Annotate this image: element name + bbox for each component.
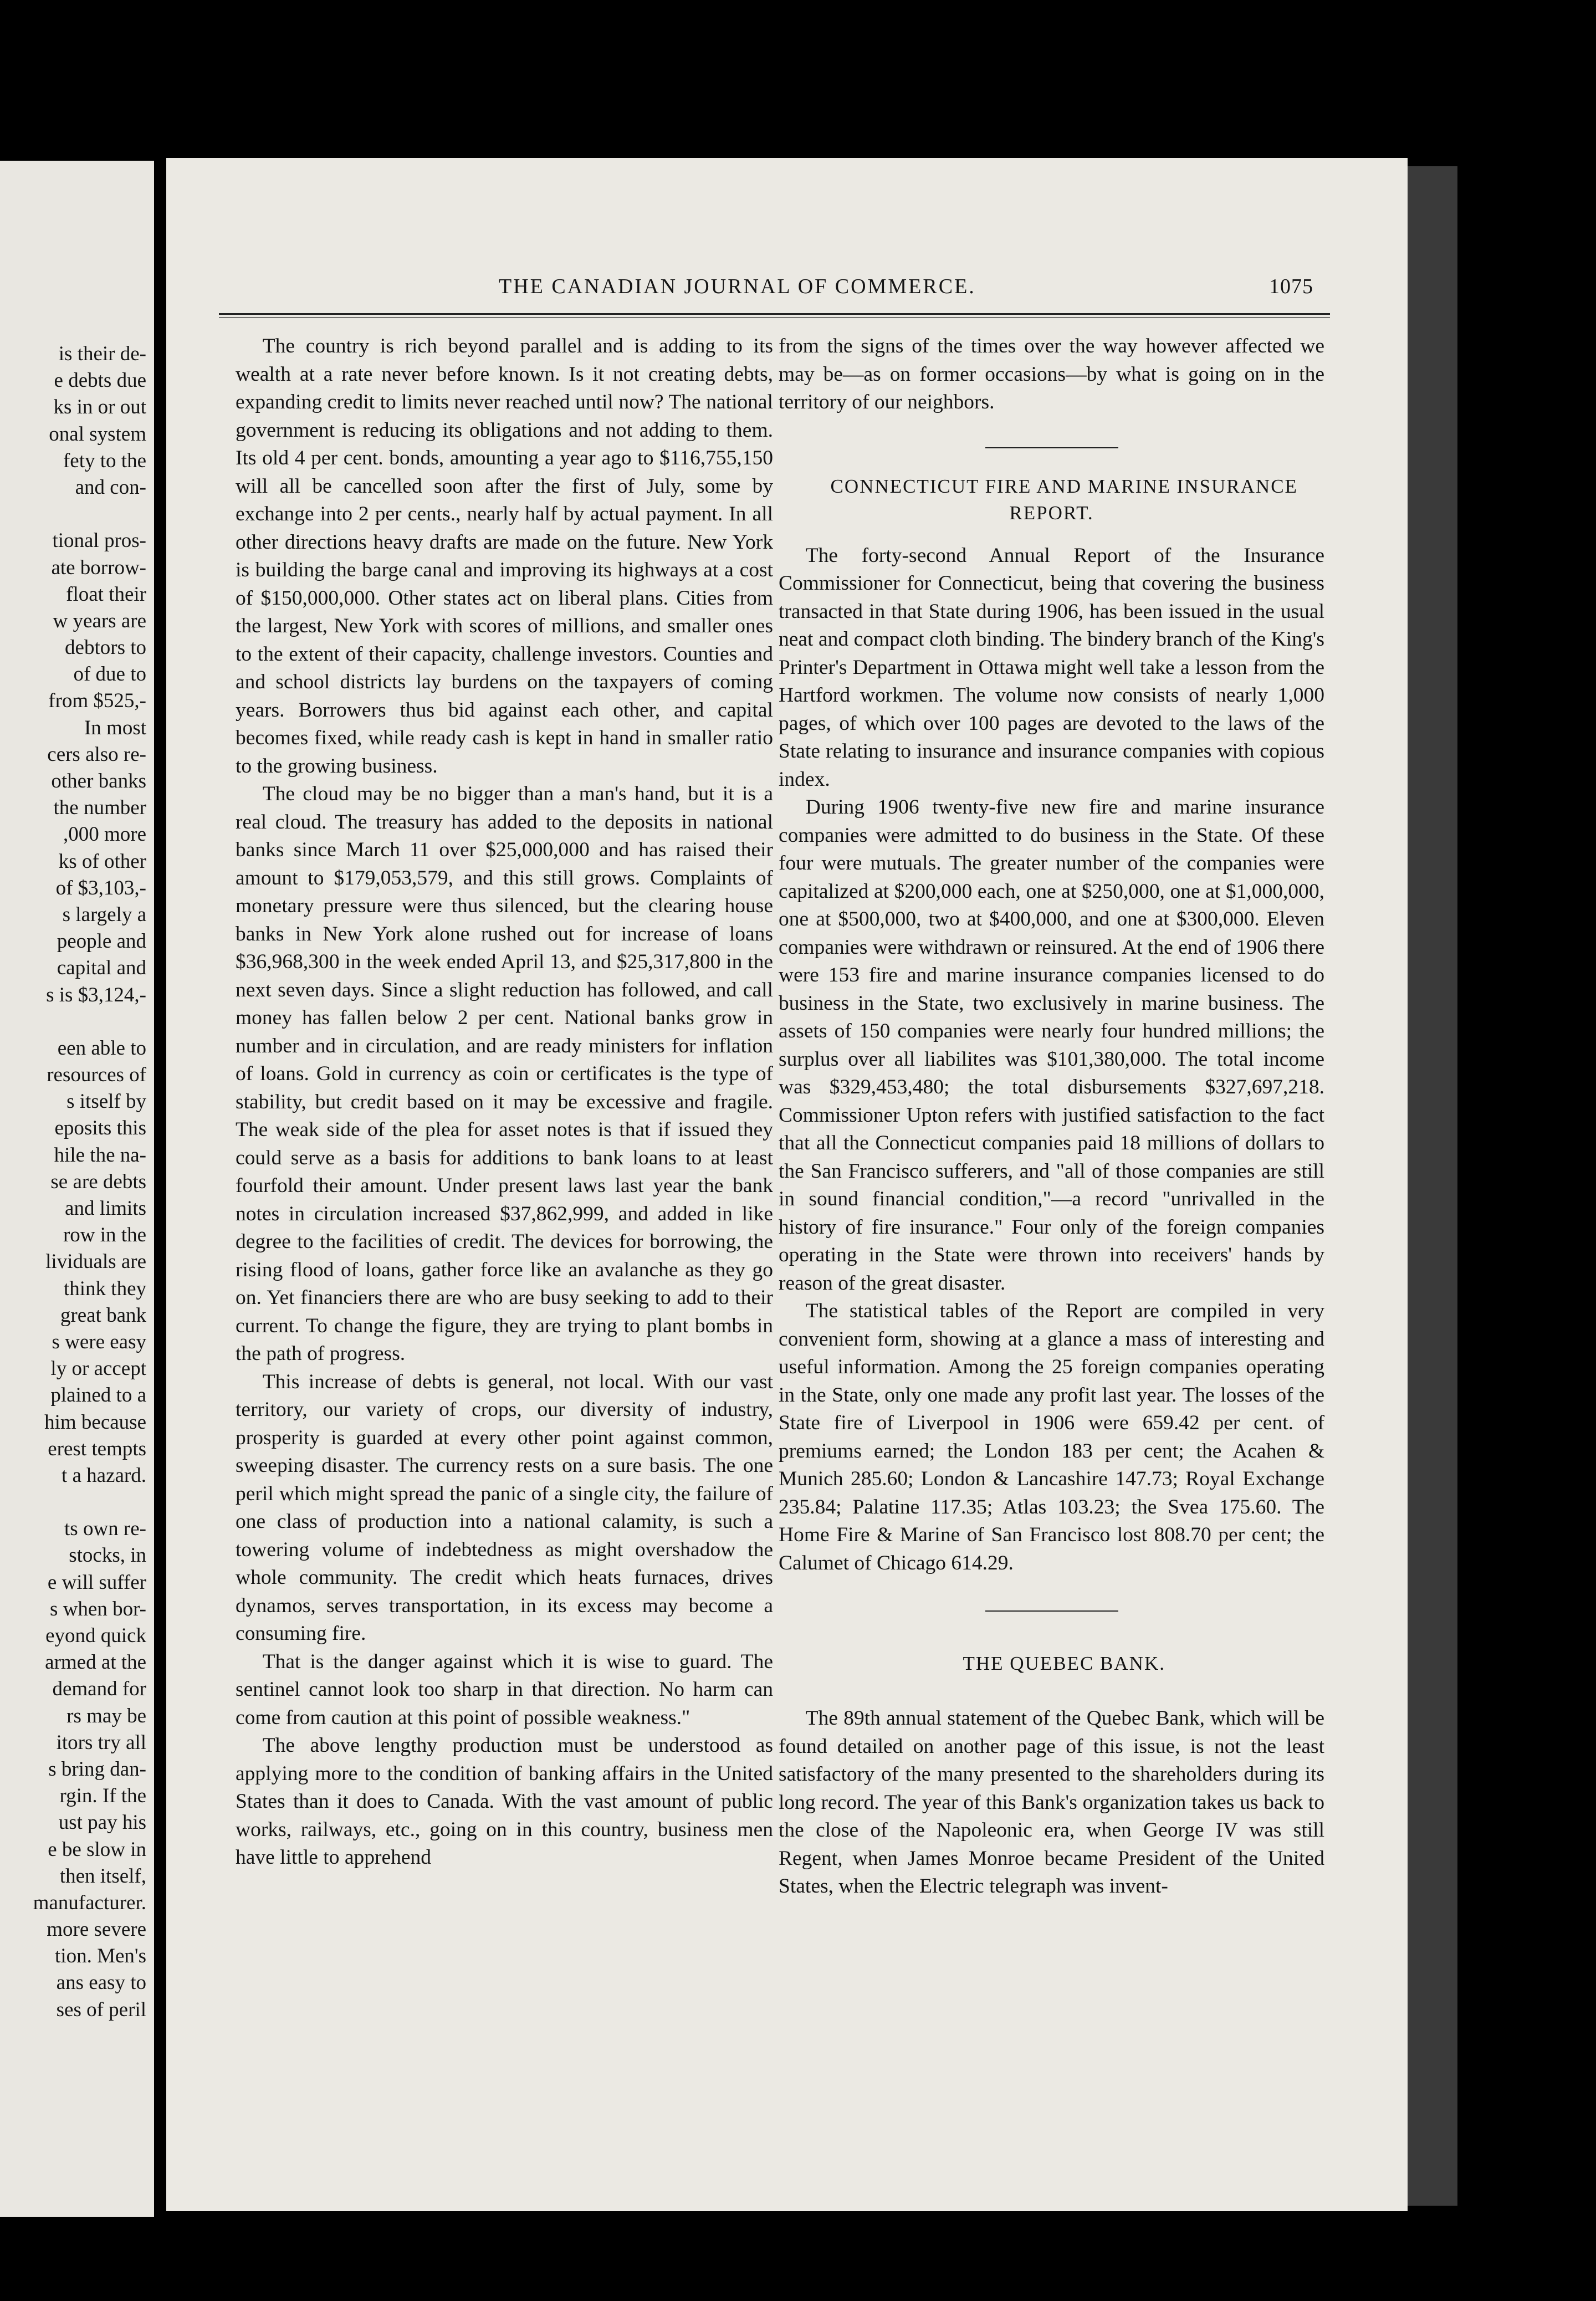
previous-page-line: ses of peril bbox=[56, 1998, 146, 2021]
page-number: 1075 bbox=[1269, 275, 1313, 298]
previous-page-text bbox=[0, 341, 146, 2023]
previous-page-line: s itself by bbox=[66, 1090, 146, 1113]
paragraph: The forty-second Annual Report of the Insurance Commissioner for Connecticut, being that covering the business transacted in that State during 1906, has been issued in the usual neat and compact cloth binding. The bindery branch of the King's Printer's Department in Ottawa might well take a lesson from the Hartford workmen. The volume now consists of nearly 1,000 pages, of which over 100 pages are devoted to the laws of the State relating to insurance and insurance companies with copious index. bbox=[779, 544, 1324, 791]
previous-page-line: manufacturer. bbox=[33, 1891, 146, 1914]
paragraph: The 89th annual statement of the Quebec Bank, which will be found detailed on another page of this issue, is not the least satisfactory of the many presented to the shareholders during its long record. The year of this Bank's organization takes us back to the close of the Napoleonic era, when George IV was still Regent, when James Monroe became President of the United States, when the Electric telegraph was invent- bbox=[779, 1707, 1324, 1898]
right-column bbox=[779, 333, 1324, 1901]
previous-page-line: ans easy to bbox=[56, 1971, 146, 1995]
page-header bbox=[166, 274, 1330, 308]
previous-page-line: s when bor- bbox=[50, 1597, 146, 1620]
left-column bbox=[236, 333, 773, 1872]
journal-title: THE CANADIAN JOURNAL OF COMMERCE. bbox=[499, 275, 976, 298]
previous-page-line: eposits this bbox=[54, 1117, 146, 1140]
previous-page-line: se are debts bbox=[50, 1170, 146, 1193]
previous-page-line: In most bbox=[84, 716, 146, 739]
previous-page-line: ks of other bbox=[58, 850, 146, 873]
previous-page-line: e will suffer bbox=[47, 1571, 146, 1594]
previous-page bbox=[0, 161, 154, 2217]
previous-page-line: and con- bbox=[75, 475, 146, 499]
previous-page-line: ,000 more bbox=[63, 823, 146, 846]
page-edge-shadow bbox=[1408, 166, 1457, 2206]
previous-page-line bbox=[0, 1009, 146, 1035]
previous-page-line: of $3,103,- bbox=[55, 876, 146, 899]
previous-page-line bbox=[0, 1489, 146, 1516]
previous-page-line: s were easy bbox=[52, 1330, 146, 1353]
previous-page-line: great bank bbox=[60, 1303, 146, 1327]
previous-page-line: capital and bbox=[57, 957, 146, 980]
previous-page-line: float their bbox=[66, 582, 146, 606]
previous-page-line: tional pros- bbox=[52, 529, 146, 553]
previous-page-line: s is $3,124,- bbox=[46, 983, 146, 1006]
paragraph: The cloud may be no bigger than a man's hand, but it is a real cloud. The treasury has added to the deposits in national banks since March 11 over $25,000,000 and has raised their amount to $179,053,579, and this still grows. Complaints of monetary pressure were thus silenced, but the clearing house banks in New York alone rushed out for increase of loans $36,968,300 in the week ended April 13, and $25,317,800 in the next seven days. Since a slight reduction has followed, and call money has fallen below 2 per cent. National banks grow in number and in circulation, and are ready ministers for inflation of loans. Gold in currency as coin or certificates is the type of stability, but credit based on it may be excessive and fragile. The weak side of the plea for asset notes is that if issued they could serve as a basis for additions to bank loans to at least fourfold their amount. Under present laws last year the bank notes in circulation increased $37,862,999, and added in like degree to the facilities of credit. The devices for borrowing, the rising flood of loans, gather force like an avalanche as they go on. Yet financiers there are who are busy seeking to add to their current. To change the figure, they are trying to plant bombs in the path of progress. bbox=[236, 783, 773, 1365]
section-title: THE QUEBEC BANK. bbox=[963, 1653, 1165, 1674]
header-rule bbox=[219, 313, 1330, 318]
previous-page-line: people and bbox=[57, 930, 146, 953]
previous-page-line: cers also re- bbox=[47, 743, 146, 766]
newspaper-page bbox=[166, 158, 1408, 2211]
previous-page-line: ust pay his bbox=[58, 1811, 146, 1834]
previous-page-line: itors try all bbox=[56, 1731, 146, 1754]
previous-page-line: ks in or out bbox=[53, 396, 146, 419]
previous-page-line: t a hazard. bbox=[61, 1464, 146, 1487]
previous-page-line: is their de- bbox=[58, 342, 146, 365]
previous-page-line: lividuals are bbox=[45, 1250, 146, 1274]
previous-page-line: tion. Men's bbox=[55, 1945, 146, 1968]
section-title: CONNECTICUT FIRE AND MARINE INSURANCE REPORT. bbox=[830, 475, 1298, 524]
paragraph: The country is rich beyond parallel and is adding to its wealth at a rate never before known. Is it not creating debts, expanding credit to limits never reached until now? The national government is reducing its obligations and not adding to them. Its old 4 per cent. bonds, amounting a year ago to $116,755,150 will all be cancelled soon after the first of July, some by exchange into 2 per cents., nearly half by actual payment. In all other directions heavy drafts are made on the future. New York is building the barge canal and improving its highways at a cost of $150,000,000. Other states act on liberal plans. Cities from the largest, New York with scores of millions, and smaller ones to the extent of their capacity, challenge investors. Counties and and school districts lay burdens on the taxpayers of coming years. Borrowers thus bid against each other, and capital becomes fixed, while ready cash is kept in hand in smaller ratio to the growing business. bbox=[236, 335, 773, 778]
previous-page-line: een able to bbox=[57, 1036, 146, 1060]
previous-page-line: eyond quick bbox=[45, 1624, 146, 1647]
previous-page-line: armed at the bbox=[45, 1651, 146, 1674]
previous-page-line: rs may be bbox=[66, 1704, 146, 1727]
previous-page-line: debtors to bbox=[65, 636, 146, 659]
previous-page-line: think they bbox=[63, 1277, 146, 1300]
previous-page-line bbox=[0, 501, 146, 528]
previous-page-line: e be slow in bbox=[48, 1838, 146, 1861]
paragraph: The above lengthy production must be understood as applying more to the condition of banking affairs in the United States than it does to Canada. With the vast amount of public works, railways, etc., going on in this country, business men have little to apprehend bbox=[236, 1734, 773, 1869]
continuation-paragraph: from the signs of the times over the way however affected we may be—as on former occasions—by what is going on in the territory of our neighbors. bbox=[779, 335, 1324, 413]
previous-page-line: erest tempts bbox=[48, 1437, 146, 1460]
previous-page-line: more severe bbox=[47, 1918, 146, 1941]
previous-page-line: onal system bbox=[49, 422, 146, 446]
previous-page-line: of due to bbox=[73, 663, 146, 686]
previous-page-line: resources of bbox=[47, 1063, 146, 1087]
previous-page-line: s largely a bbox=[62, 903, 146, 926]
previous-page-line: row in the bbox=[63, 1224, 146, 1247]
previous-page-line: the number bbox=[53, 796, 146, 820]
paragraph: The statistical tables of the Report are compiled in very convenient form, showing at a glance a mass of interesting and useful information. Among the 25 foreign companies operating in the State, only one made any profit last year. The losses of the State fire of Liverpool in 1906 were 659.42 per cent. of premiums earned; the London 183 per cent; the Acahen & Munich 285.60; London & Lancashire 147.73; Royal Exchange 235.84; Palatine 117.35; Atlas 103.23; the Svea 175.60. The Home Fire & Marine of San Francisco lost 808.70 per cent; the Calumet of Chicago 614.29. bbox=[779, 1300, 1324, 1574]
previous-page-line: plained to a bbox=[50, 1384, 146, 1407]
previous-page-line: other banks bbox=[51, 770, 146, 792]
previous-page-line: hile the na- bbox=[54, 1143, 146, 1167]
previous-page-line: demand for bbox=[52, 1678, 146, 1701]
previous-page-line: ts own re- bbox=[64, 1517, 146, 1541]
previous-page-line: ly or accept bbox=[50, 1357, 146, 1380]
previous-page-line: from $525,- bbox=[48, 689, 146, 713]
previous-page-line: stocks, in bbox=[69, 1544, 146, 1567]
previous-page-line: e debts due bbox=[54, 369, 146, 392]
previous-page-line: fety to the bbox=[63, 449, 146, 472]
paragraph: This increase of debts is general, not local. With our vast territory, our variety of crops, our diversity of industry, prosperity is guarded at every other point against common, sweeping disaster. The currency rests on a sure basis. The one peril which might spread the panic of a single city, the failure of one class of production into a national calamity, is such a towering volume of indebtedness as might overshadow the whole community. The credit which heats furnaces, drives dynamos, serves transportation, in its excess may become a consuming fire. bbox=[236, 1370, 773, 1645]
paragraph: That is the danger against which it is wise to guard. The sentinel cannot look too sharp in that direction. No harm can come from caution at this point of possible weakness." bbox=[236, 1650, 773, 1729]
previous-page-line: w years are bbox=[53, 609, 146, 632]
previous-page-line: him because bbox=[44, 1410, 146, 1434]
paragraph: During 1906 twenty-five new fire and marine insurance companies were admitted to do business in the State. Of these four were mutuals. The greater number of the companies were capitalized at $200,000 each, one at $250,000, one at $1,000,000, one at $500,000, two at $400,000, and one at $300,000. Eleven companies were withdrawn or reinsured. At the end of 1906 there were 153 fire and marine insurance companies licensed to do business in the State, two exclusively in marine business. The assets of 150 companies were nearly four hundred millions; the surplus over all liabilites was $101,380,000. The total income was $329,453,480; the total disbursements $327,697,218. Commissioner Upton refers with justified satisfaction to the fact that all the Connecticut companies paid 18 millions of dollars to the San Francisco sufferers, and "all of those companies are still in sound financial condition,"—a record "unrivalled in the history of fire insurance." Four only of the foreign companies operating in the State were thrown into receivers' hands by reason of the great disaster. bbox=[779, 796, 1324, 1295]
previous-page-line: s bring dan- bbox=[48, 1757, 146, 1781]
previous-page-line: and limits bbox=[65, 1197, 146, 1220]
previous-page-line: then itself, bbox=[59, 1864, 146, 1888]
previous-page-line: ate borrow- bbox=[51, 556, 146, 579]
previous-page-line: rgin. If the bbox=[59, 1784, 146, 1808]
